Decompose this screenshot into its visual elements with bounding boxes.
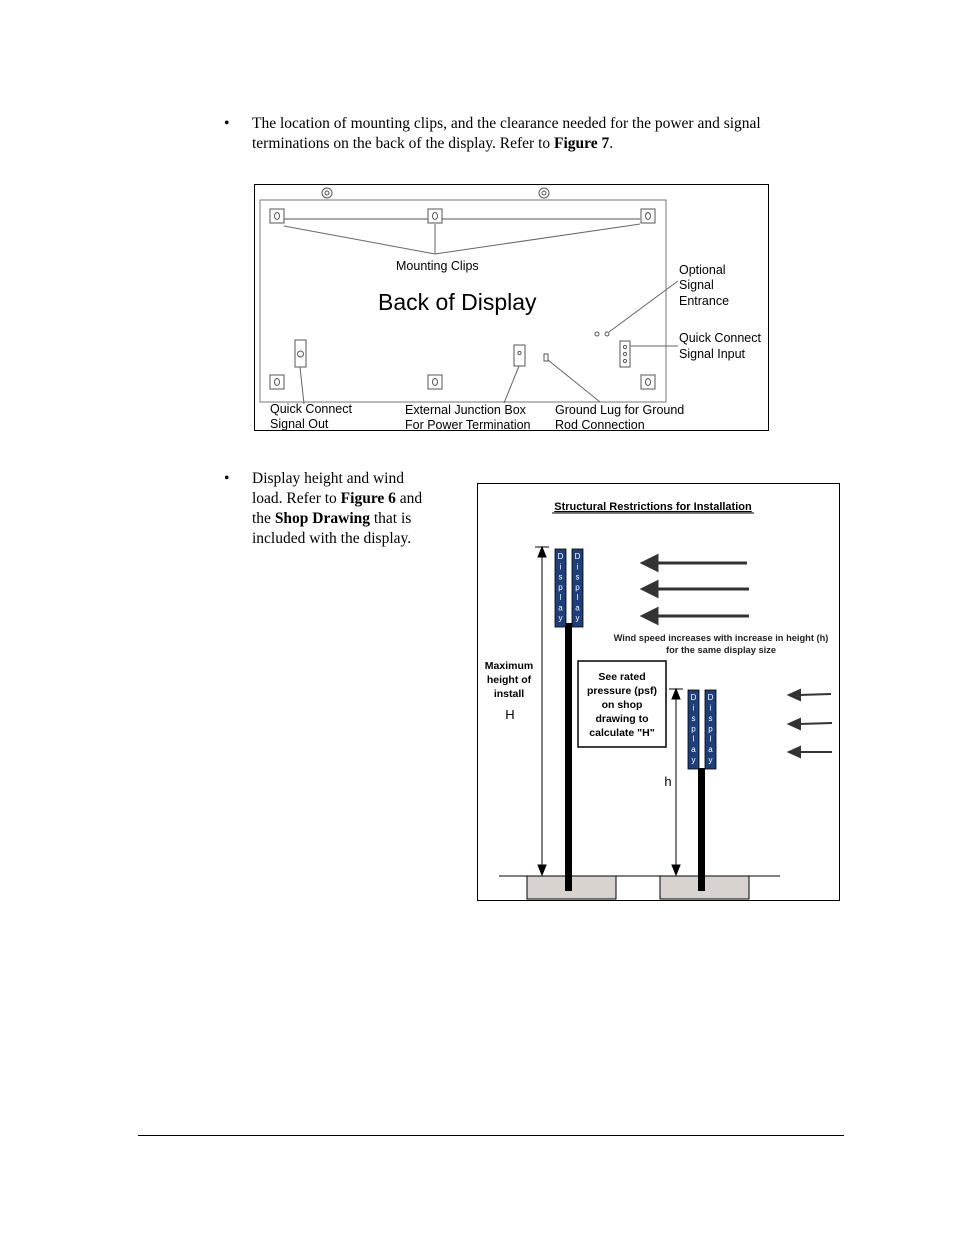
pole-short-sign [698, 768, 705, 891]
bullet-dot: • [224, 470, 230, 487]
sign-letter: D [557, 552, 564, 561]
label-ground-lug: Ground Lug for Ground [555, 403, 685, 417]
label-H: H [505, 707, 515, 722]
sign-letter: a [575, 603, 580, 613]
label-optional-signal: Optional [679, 263, 726, 277]
pole-tall-sign [565, 623, 572, 891]
label-optional-signal: Signal [679, 278, 714, 292]
sign-letter: D [707, 693, 714, 702]
sign-letter: s [575, 572, 580, 582]
bullet-line [252, 509, 452, 529]
wind-note: for the same display size [665, 645, 777, 655]
junction-box-icon [514, 345, 525, 366]
sign-letter: i [559, 562, 562, 572]
label-mounting-clips: Mounting Clips [396, 259, 479, 273]
label-qc-input: Quick Connect [679, 331, 761, 345]
label-ground-lug: Rod Connection [555, 418, 645, 432]
text-run: terminations on the back of the display. Refer to [252, 135, 555, 152]
sign-letter: a [558, 603, 563, 613]
text-run: load. Refer to [252, 490, 341, 507]
bullet-line [252, 489, 452, 509]
bullet-line [252, 134, 844, 154]
label-qc-out: Quick Connect [270, 402, 352, 416]
sign-letter: D [690, 693, 697, 702]
sign-letter: s [691, 713, 696, 723]
sign-letter: y [558, 613, 563, 623]
bullet-line: included with the display. [252, 530, 412, 547]
sign-letter: l [709, 734, 712, 744]
sign-letter: l [559, 593, 562, 603]
label-junction-box: External Junction Box [405, 403, 526, 417]
bullet-text [252, 114, 844, 154]
figure-title: Structural Restrictions for Installation [554, 501, 752, 513]
bullet-item-mounting [224, 114, 844, 156]
figure-reference: Figure 6 [340, 490, 396, 507]
label-qc-input: Signal Input [679, 347, 746, 361]
bullet-line: Display height and wind [252, 470, 404, 487]
figure-back-of-display [254, 184, 770, 432]
quick-connect-input-icon [620, 341, 630, 367]
label-maximum-height: Maximum [484, 660, 534, 672]
sign-letter: p [575, 582, 580, 592]
footer-rule [138, 1135, 844, 1136]
sign-letter: s [708, 713, 713, 723]
text-run: . [609, 135, 614, 152]
figure-reference: Figure 7 [554, 135, 610, 152]
sign-letter: l [576, 593, 579, 603]
figure-structural-restrictions [477, 483, 841, 902]
note-text: drawing to [595, 713, 649, 725]
label-junction-box: For Power Termination [405, 418, 531, 432]
sign-letter: s [558, 572, 563, 582]
label-maximum-height: install [493, 688, 525, 700]
quick-connect-out-icon [295, 340, 306, 367]
note-text: See rated [598, 671, 646, 683]
text-run: that is [370, 510, 412, 527]
sign-letter: y [575, 613, 580, 623]
wind-note: Wind speed increases with increase in height (h) [613, 633, 829, 643]
sign-letter: i [576, 562, 579, 572]
bullet-text [252, 469, 452, 549]
sign-letter: p [708, 724, 713, 734]
sign-letter: y [691, 755, 696, 765]
label-optional-signal: Entrance [679, 294, 730, 308]
sign-letter: a [708, 745, 713, 755]
sign-letter: i [692, 703, 695, 713]
bullet-line: The location of mounting clips, and the clearance needed for the power and signal [252, 115, 761, 132]
note-text: on shop [601, 699, 643, 711]
ground-lug-icon [544, 354, 548, 361]
sign-letter: p [558, 582, 563, 592]
label-qc-out: Signal Out [270, 417, 329, 431]
sign-letter: D [574, 552, 581, 561]
text-run: the [252, 510, 275, 527]
bullet-item-height-wind [224, 469, 454, 551]
text-run: and [395, 490, 423, 507]
sign-letter: i [709, 703, 712, 713]
sign-letter: y [708, 755, 713, 765]
sign-letter: l [692, 734, 695, 744]
label-h: h [664, 774, 672, 789]
document-reference: Shop Drawing [274, 510, 370, 527]
sign-letter: p [691, 724, 696, 734]
note-text: calculate "H" [589, 727, 655, 739]
label-maximum-height: height of [486, 674, 532, 686]
sign-letter: a [691, 745, 696, 755]
figure-title: Back of Display [378, 289, 537, 315]
note-text: pressure (psf) [586, 685, 658, 697]
bullet-dot: • [224, 115, 230, 132]
